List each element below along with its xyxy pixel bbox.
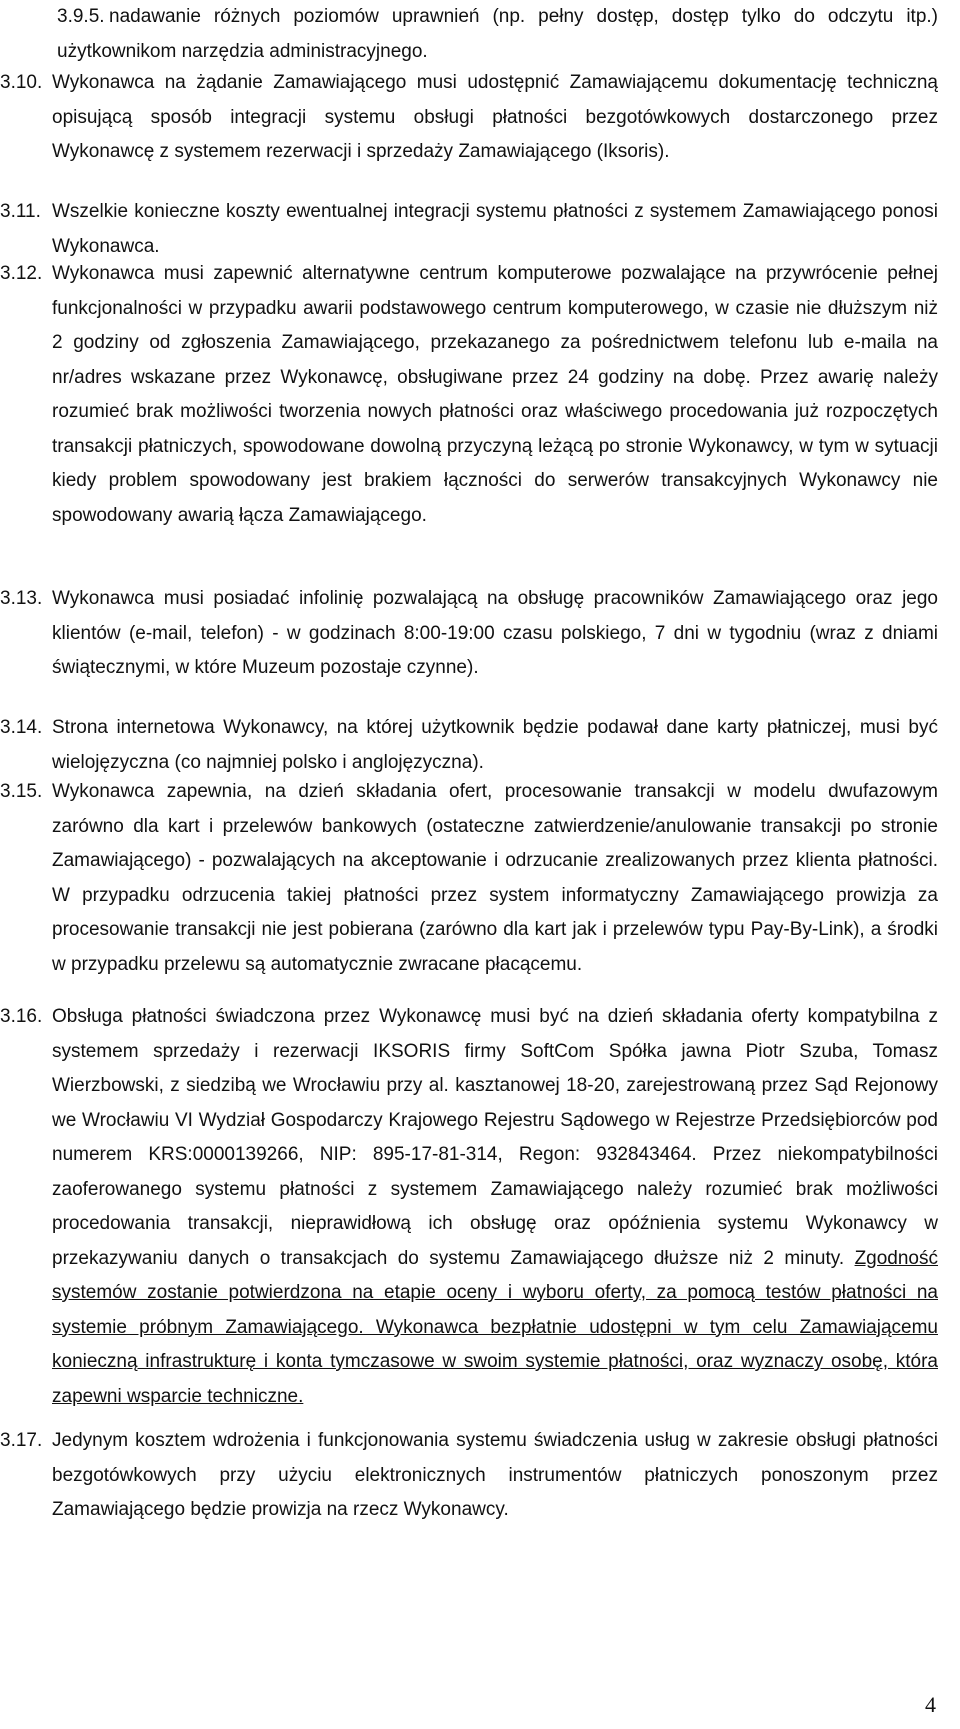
list-item-3-14 (0, 711, 938, 779)
list-item-3-15 (0, 775, 938, 1008)
list-item-3-10 (0, 66, 938, 204)
list-item-text (57, 0, 938, 69)
list-item-number: 3.12. (0, 263, 43, 284)
list-item-3-11 (0, 195, 938, 264)
list-item-3-16 (0, 1000, 938, 1425)
list-item-body: nadawanie różnych poziomów uprawnień (np. pełny dostęp, dostęp tylko do odczytu itp.) użytkownikom narzędzia administracyjnego. (57, 6, 938, 62)
list-item-text: Jedynym kosztem wdrożenia i funkcjonowania systemu świadczenia usług w zakresie obsługi płatności bezgotówkowych przy użyciu elektronicznych instrumentów płatniczych ponoszonym przez Zamawiającego będzie prowizja na rzecz Wykonawcy. (52, 1430, 938, 1520)
underlined-passage: Zgodność systemów zostanie potwierdzona na etapie oceny i wyboru oferty, za pomocą testów płatności na systemie próbnym Zamawiającego. Wykonawca bezpłatnie udostępni w tym celu Zamawiającemu konieczną infrastrukturę i konta tymczasowe w swoim systemie płatności, oraz wyznaczy osobę, która zapewni wsparcie techniczne. (52, 1247, 939, 1407)
list-item-number: 3.15. (0, 781, 43, 802)
list-item-text: Wszelkie konieczne koszty ewentualnej integracji systemu płatności z systemem Zamawiającego ponosi Wykonawca. (52, 201, 938, 257)
list-item-3-13 (0, 582, 938, 718)
list-item-text: Wykonawca zapewnia, na dzień składania ofert, procesowanie transakcji w modelu dwufazowym zarówno dla kart i przelewów bankowych (ostateczne zatwierdzenie/anulowanie transakcji po stronie Zamawiającego) - pozwalających na akceptowanie i odrzucanie zrealizowanych przez klienta płatności. W przypadku odrzucenia takiej płatności przez system informatyczny Zamawiającego prowizja za procesowanie transakcji nie jest pobierana (zarówno dla kart jak i przelewów typu Pay-By-Link), a środki w przypadku przelewu są automatycznie zwracane płacącemu. (52, 781, 938, 975)
list-item-number: 3.11. (0, 201, 41, 222)
list-item-number: 3.14. (0, 717, 43, 738)
list-item-text: Wykonawca musi posiadać infolinię pozwalającą na obsługę pracowników Zamawiającego oraz jego klientów (e-mail, telefon) - w godzinach 8:00-19:00 czasu polskiego, 7 dni w tygodniu (wraz z dniami świątecznymi, w które Muzeum pozostaje czynne). (52, 588, 938, 678)
list-item-number: 3.17. (0, 1430, 43, 1451)
list-item-3-17 (0, 1424, 938, 1528)
list-item-number: 3.10. (0, 72, 43, 93)
list-item-text: Wykonawca na żądanie Zamawiającego musi udostępnić Zamawiającemu dokumentację techniczną opisującą sposób integracji systemu obsługi płatności bezgotówkowych dostarczonego przez Wykonawcę z systemem rezerwacji i sprzedaży Zamawiającego (Iksoris). (52, 72, 938, 162)
list-item-body: Obsługa płatności świadczona przez Wykonawcę musi być na dzień składania oferty kompatybilna z systemem sprzedaży i rezerwacji IKSORIS firmy SoftCom Spółka jawna Piotr Szuba, Tomasz Wierzbowski, z siedzibą we Wrocławiu przy al. kasztanowej 18-20, zarejestrowaną przez Sąd Rejonowy we Wrocławiu VI Wydział Gospodarczy Krajowego Rejestru Sądowego w Rejestrze Przedsiębiorców pod numerem KRS:0000139266, NIP: 895-17-81-314, Regon: 932843464. Przez niekompatybilności zaoferowanego systemu płatności z systemem Zamawiającego należy rozumieć brak możliwości procedowania transakcji, nieprawidłową ich obsługę oraz opóźnienia systemu Wykonawcy w przekazywaniu danych o transakcjach do systemu Zamawiającego dłuższe niż 2 minuty. (52, 1006, 938, 1269)
list-item-number: 3.13. (0, 588, 43, 609)
list-item-3-12 (0, 257, 938, 587)
page-number: 4 (925, 1692, 936, 1717)
list-item-number: 3.9.5. (57, 6, 105, 27)
list-item-text: Wykonawca musi zapewnić alternatywne centrum komputerowe pozwalające na przywrócenie pełnej funkcjonalności w przypadku awarii podstawowego centrum komputerowego, w czasie nie dłuższym niż 2 godziny od zgłoszenia Zamawiającego, przekazanego za pośrednictwem telefonu lub e-maila na nr/adres wskazane przez Wykonawcę, obsługiwane przez 24 godziny na dobę. Przez awarię należy rozumieć brak możliwości tworzenia nowych płatności oraz właściwego procedowania już rozpoczętych transakcji płatniczych, spowodowane dowolną przyczyną leżącą po stronie Wykonawcy, w tym w sytuacji kiedy problem spowodowany jest brakiem łączności do serwerów transakcyjnych Wykonawcy nie spowodowany awarią łącza Zamawiającego. (52, 263, 938, 526)
list-item-3-9-5 (0, 0, 938, 69)
list-item-number: 3.16. (0, 1006, 43, 1027)
list-item-text (52, 1000, 938, 1414)
list-item-text: Strona internetowa Wykonawcy, na której użytkownik będzie podawał dane karty płatniczej, musi być wielojęzyczna (co najmniej polsko i anglojęzyczna). (52, 717, 938, 773)
